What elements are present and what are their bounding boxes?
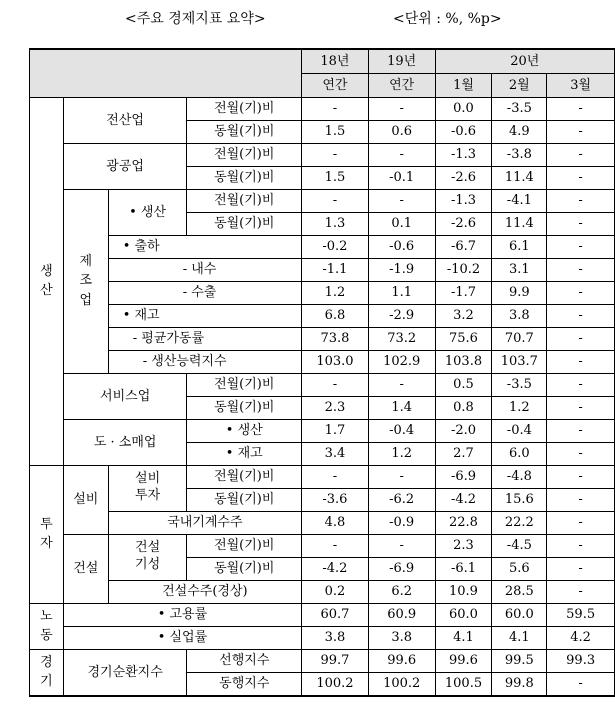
cell: 10.9 (435, 580, 492, 603)
row-label-capacity-index: - 생산능력지수 (108, 350, 301, 373)
cell: 103.8 (435, 350, 492, 373)
row-sublabel-coincident: 동행지수 (187, 672, 302, 696)
cell: - (547, 442, 615, 465)
cell: -2.0 (435, 419, 492, 442)
row-label-unemployment-rate: • 실업률 (63, 626, 301, 649)
row-sublabel-mom: 전월(기)비 (187, 534, 302, 557)
cell: -1.3 (435, 189, 492, 212)
section-production (30, 97, 64, 465)
cell: 6.0 (492, 442, 547, 465)
cell: 1.7 (302, 419, 369, 442)
construction-done-text: 건설 기성 (135, 540, 161, 572)
cell: 1.5 (302, 120, 369, 143)
cell: -1.3 (435, 143, 492, 166)
row-label-facility: 설비 (63, 465, 108, 534)
cell: 100.2 (302, 672, 369, 696)
cell: 103.7 (492, 350, 547, 373)
row-label-mfg-production: • 생산 (108, 189, 187, 235)
cell: -3.6 (302, 488, 369, 511)
row-sublabel-yoy: 동월(기)비 (187, 120, 302, 143)
section-production-label: 생 산 (40, 263, 53, 298)
cell: - (547, 120, 615, 143)
row-label-facility-invest (108, 465, 187, 511)
cell: -2.6 (435, 166, 492, 189)
header-m1: 1월 (435, 73, 492, 97)
cell: -4.5 (492, 534, 547, 557)
section-manufacturing-label: 제 조 업 (79, 253, 93, 308)
cell: 3.1 (492, 258, 547, 281)
cell: - (368, 143, 435, 166)
document-title-bar (0, 8, 615, 28)
cell: 4.1 (492, 626, 547, 649)
cell: -0.1 (368, 166, 435, 189)
unit-note: <단위 : %, %p> (393, 11, 502, 27)
row-sublabel-mom: 전월(기)비 (187, 373, 302, 396)
cell: -0.4 (368, 419, 435, 442)
row-label-retail-production: • 생산 (187, 419, 302, 442)
cell: -10.2 (435, 258, 492, 281)
cell: 103.0 (302, 350, 369, 373)
cell: 6.1 (492, 235, 547, 258)
cell: 3.8 (492, 304, 547, 327)
header-m2: 2월 (492, 73, 547, 97)
cell: -0.6 (368, 235, 435, 258)
cell: -6.2 (368, 488, 435, 511)
cell: 100.5 (435, 672, 492, 696)
cell: - (547, 143, 615, 166)
cell: - (547, 166, 615, 189)
cell: 73.8 (302, 327, 369, 350)
cell: 4.1 (435, 626, 492, 649)
cell: 0.1 (368, 212, 435, 235)
cell: 6.8 (302, 304, 369, 327)
cell: - (547, 511, 615, 534)
row-sublabel-mom: 전월(기)비 (187, 143, 302, 166)
row-label-inventory: • 재고 (108, 304, 301, 327)
cell: 1.2 (368, 442, 435, 465)
row-label-employment-rate: • 고용률 (63, 603, 301, 626)
cell: 99.5 (492, 649, 547, 672)
cell: 0.0 (435, 97, 492, 120)
cell: 28.5 (492, 580, 547, 603)
cell: - (547, 557, 615, 580)
cell: 73.2 (368, 327, 435, 350)
cell: - (368, 373, 435, 396)
cell: 3.2 (435, 304, 492, 327)
cell: 6.2 (368, 580, 435, 603)
cell: -3.5 (492, 97, 547, 120)
row-label-domestic-machinery: 국내기계수주 (108, 511, 301, 534)
cell: 5.6 (492, 557, 547, 580)
cell: - (547, 419, 615, 442)
cell: 2.3 (302, 396, 369, 419)
row-sublabel-yoy: 동월(기)비 (187, 488, 302, 511)
cell: -1.9 (368, 258, 435, 281)
section-economy-label: 경 기 (40, 654, 53, 689)
cell: - (302, 143, 369, 166)
row-label-mining: 광공업 (63, 143, 187, 189)
row-label-construction-orders: 건설수주(경상) (108, 580, 301, 603)
cell: 1.4 (368, 396, 435, 419)
cell: - (547, 258, 615, 281)
section-investment-label: 투 자 (40, 516, 53, 551)
cell: 60.0 (435, 603, 492, 626)
cell: 15.6 (492, 488, 547, 511)
cell: 3.8 (302, 626, 369, 649)
cell: 2.7 (435, 442, 492, 465)
row-label-domestic: - 내수 (108, 258, 301, 281)
cell: - (368, 189, 435, 212)
cell: -4.1 (492, 189, 547, 212)
facility-invest-text: 설비 투자 (135, 471, 161, 503)
header-annual-19: 연간 (368, 73, 435, 97)
cell: 0.8 (435, 396, 492, 419)
cell: 9.9 (492, 281, 547, 304)
cell: -3.5 (492, 373, 547, 396)
cell: - (547, 97, 615, 120)
cell: 4.9 (492, 120, 547, 143)
section-manufacturing (63, 189, 108, 373)
header-y20: 20년 (435, 49, 614, 73)
cell: 0.6 (368, 120, 435, 143)
cell: 60.9 (368, 603, 435, 626)
cell: 3.4 (302, 442, 369, 465)
cell: - (547, 350, 615, 373)
cell: 4.8 (302, 511, 369, 534)
cell: -6.9 (435, 465, 492, 488)
header-m3: 3월 (547, 73, 615, 97)
header-blank (30, 49, 302, 97)
cell: -2.9 (368, 304, 435, 327)
cell: - (547, 327, 615, 350)
row-label-all-industry: 전산업 (63, 97, 187, 143)
cell: -0.4 (492, 419, 547, 442)
row-label-construction: 건설 (63, 534, 108, 603)
cell: 60.7 (302, 603, 369, 626)
cell: 22.2 (492, 511, 547, 534)
row-label-service: 서비스업 (63, 373, 187, 419)
row-label-avg-utilization: - 평균가동률 (108, 327, 301, 350)
row-sublabel-mom: 전월(기)비 (187, 465, 302, 488)
cell: - (547, 304, 615, 327)
cell: 100.2 (368, 672, 435, 696)
cell: -6.9 (368, 557, 435, 580)
row-label-retail: 도 · 소매업 (63, 419, 187, 465)
cell: -4.2 (435, 488, 492, 511)
header-y18: 18년 (302, 49, 369, 73)
cell: 11.4 (492, 212, 547, 235)
row-sublabel-mom: 전월(기)비 (187, 97, 302, 120)
row-label-construction-done (108, 534, 187, 580)
row-sublabel-yoy: 동월(기)비 (187, 396, 302, 419)
cell: - (302, 189, 369, 212)
cell: 0.2 (302, 580, 369, 603)
cell: 70.7 (492, 327, 547, 350)
cell: 99.6 (368, 649, 435, 672)
cell: -0.6 (435, 120, 492, 143)
cell: - (547, 580, 615, 603)
cell: 75.6 (435, 327, 492, 350)
header-annual-18: 연간 (302, 73, 369, 97)
cell: -3.8 (492, 143, 547, 166)
section-economy (30, 649, 64, 696)
row-sublabel-yoy: 동월(기)비 (187, 166, 302, 189)
cell: - (547, 373, 615, 396)
cell: - (302, 373, 369, 396)
economic-indicators-table (29, 48, 615, 697)
cell: -0.2 (302, 235, 369, 258)
row-sublabel-mom: 전월(기)비 (187, 189, 302, 212)
row-sublabel-leading: 선행지수 (187, 649, 302, 672)
cell: 1.3 (302, 212, 369, 235)
cell: 4.2 (547, 626, 615, 649)
cell: 22.8 (435, 511, 492, 534)
cell: - (547, 396, 615, 419)
cell: -1.1 (302, 258, 369, 281)
section-labor (30, 603, 64, 649)
cell: 1.2 (302, 281, 369, 304)
cell: 0.5 (435, 373, 492, 396)
cell: 2.3 (435, 534, 492, 557)
cell: 99.7 (302, 649, 369, 672)
cell: 3.8 (368, 626, 435, 649)
row-label-export: - 수출 (108, 281, 301, 304)
cell: 59.5 (547, 603, 615, 626)
cell: -0.9 (368, 511, 435, 534)
cell: 102.9 (368, 350, 435, 373)
cell: - (547, 235, 615, 258)
row-sublabel-yoy: 동월(기)비 (187, 557, 302, 580)
cell: - (368, 534, 435, 557)
cell: -1.7 (435, 281, 492, 304)
row-label-cycle-index: 경기순환지수 (63, 649, 187, 696)
cell: -4.8 (492, 465, 547, 488)
cell: - (302, 97, 369, 120)
cell: -6.7 (435, 235, 492, 258)
row-label-shipment: • 출하 (108, 235, 301, 258)
section-investment (30, 465, 64, 603)
cell: - (547, 534, 615, 557)
cell: 60.0 (492, 603, 547, 626)
cell: 1.5 (302, 166, 369, 189)
cell: - (368, 465, 435, 488)
cell: - (547, 189, 615, 212)
header-y19: 19년 (368, 49, 435, 73)
cell: 1.2 (492, 396, 547, 419)
section-labor-label: 노 동 (40, 608, 53, 643)
cell: -2.6 (435, 212, 492, 235)
cell: - (368, 97, 435, 120)
cell: - (547, 212, 615, 235)
cell: -4.2 (302, 557, 369, 580)
cell: - (302, 465, 369, 488)
cell: -6.1 (435, 557, 492, 580)
cell: - (547, 672, 615, 696)
cell: - (547, 281, 615, 304)
cell: 99.6 (435, 649, 492, 672)
cell: 99.8 (492, 672, 547, 696)
cell: - (547, 488, 615, 511)
table-title: <주요 경제지표 요약> (125, 11, 266, 27)
row-sublabel-yoy: 동월(기)비 (187, 212, 302, 235)
cell: - (547, 465, 615, 488)
cell: 99.3 (547, 649, 615, 672)
row-label-retail-inventory: • 재고 (187, 442, 302, 465)
cell: 1.1 (368, 281, 435, 304)
cell: 11.4 (492, 166, 547, 189)
cell: - (302, 534, 369, 557)
